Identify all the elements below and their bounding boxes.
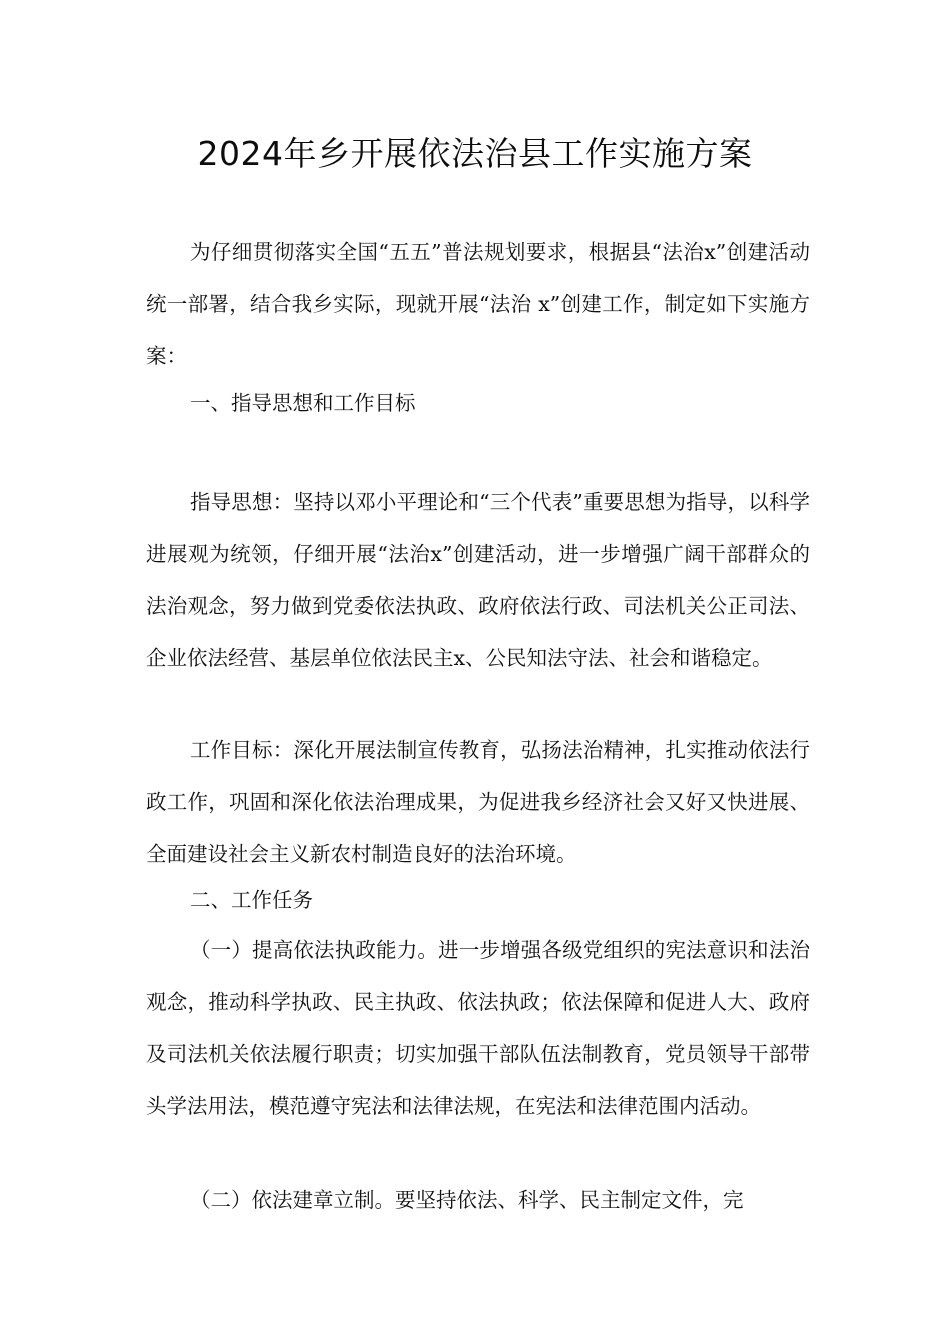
task-1-paragraph: （一）提高依法执政能力。进一步增强各级党组织的宪法意识和法治观念，推动科学执政、民主执政、依法执政；依法保障和促进人大、政府及司法机关依法履行职责；切实加强干部队伍法制教育，党员领导干部带头学法用法，模范遵守宪法和法律法规，在宪法和法律范围内活动。 — [146, 938, 810, 1118]
work-goal-paragraph: 工作目标：深化开展法制宣传教育，弘扬法治精神，扎实推动依法行政工作，巩固和深化依法治理成果，为促进我乡经济社会又好又快进展、全面建设社会主义新农村制造良好的法治环境。 — [146, 738, 810, 866]
intro-paragraph: 为仔细贯彻落实全国“五五”普法规划要求，根据县“法治x”创建活动统一部署，结合我乡实际，现就开展“法治 x”创建工作，制定如下实施方案： — [146, 240, 810, 368]
document-title: 2024年乡开展依法治县工作实施方案 — [197, 134, 753, 173]
section-heading-tasks: 二、工作任务 — [190, 888, 313, 912]
guiding-thought-paragraph: 指导思想：坚持以邓小平理论和“三个代表”重要思想为指导，以科学进展观为统领，仔细开展“法治x”创建活动，进一步增强广阔干部群众的法治观念，努力做到党委依法执政、政府依法行政、司法机关公正司法、企业依法经营、基层单位依法民主x、公民知法守法、社会和谐稳定。 — [146, 490, 810, 670]
task-2-paragraph: （二）依法建章立制。要坚持依法、科学、民主制定文件，完 — [190, 1188, 744, 1212]
section-heading-guiding: 一、指导思想和工作目标 — [190, 391, 416, 415]
